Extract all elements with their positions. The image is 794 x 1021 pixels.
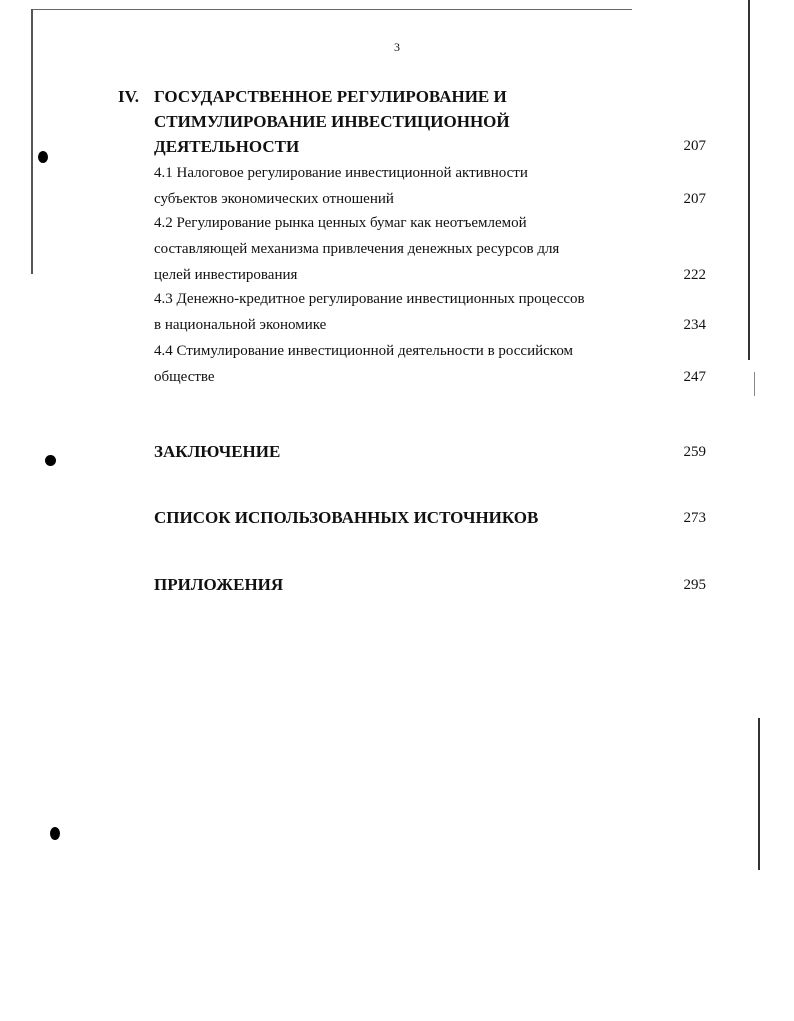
- toc-appendices[interactable]: [154, 572, 706, 598]
- punch-hole-bottom: [50, 827, 60, 840]
- toc-section-4-3[interactable]: [154, 286, 706, 338]
- section-line: в национальной экономике: [154, 317, 327, 333]
- conclusion-page: 259: [683, 444, 706, 460]
- scan-edge-top: [32, 9, 632, 10]
- chapter-title-line: ДЕЯТЕЛЬНОСТИ: [154, 137, 300, 156]
- toc-section-4-2[interactable]: [154, 210, 706, 288]
- section-line: 4.3 Денежно-кредитное регулирование инвестиционных процессов: [154, 291, 585, 307]
- toc-section-4-4[interactable]: [154, 338, 706, 390]
- section-line: 4.1 Налоговое регулирование инвестиционной активности: [154, 165, 528, 181]
- chapter-title-line: ГОСУДАРСТВЕННОЕ РЕГУЛИРОВАНИЕ И: [154, 87, 507, 106]
- chapter-page: 207: [683, 138, 706, 154]
- section-line: обществе: [154, 369, 215, 385]
- conclusion-title: ЗАКЛЮЧЕНИЕ: [154, 442, 281, 461]
- section-page: 222: [683, 267, 706, 283]
- scan-mark: [754, 372, 755, 396]
- section-line: 4.2 Регулирование рынка ценных бумаг как неотъемлемой: [154, 215, 527, 231]
- punch-hole-middle: [45, 455, 56, 466]
- section-line: целей инвестирования: [154, 267, 298, 283]
- section-line: составляющей механизма привлечения денежных ресурсов для: [154, 241, 560, 257]
- chapter-title-line: СТИМУЛИРОВАНИЕ ИНВЕСТИЦИОННОЙ: [154, 112, 510, 131]
- toc-conclusion[interactable]: [154, 439, 706, 465]
- chapter-number: IV.: [118, 87, 139, 106]
- sources-page: 273: [683, 510, 706, 526]
- punch-hole-top: [38, 151, 48, 163]
- appendices-page: 295: [683, 577, 706, 593]
- scan-edge-right-lower: [758, 718, 760, 870]
- chapter-title: [154, 84, 706, 159]
- sources-title: СПИСОК ИСПОЛЬЗОВАННЫХ ИСТОЧНИКОВ: [154, 508, 539, 527]
- section-page: 234: [683, 317, 706, 333]
- toc-sources[interactable]: [154, 505, 706, 531]
- section-page: 247: [683, 369, 706, 385]
- page-number: 3: [394, 40, 400, 54]
- toc-section-4-1[interactable]: [154, 160, 706, 212]
- section-line: 4.4 Стимулирование инвестиционной деятельности в российском: [154, 343, 574, 359]
- appendices-title: ПРИЛОЖЕНИЯ: [154, 575, 284, 594]
- section-line: субъектов экономических отношений: [154, 191, 394, 207]
- section-page: 207: [683, 191, 706, 207]
